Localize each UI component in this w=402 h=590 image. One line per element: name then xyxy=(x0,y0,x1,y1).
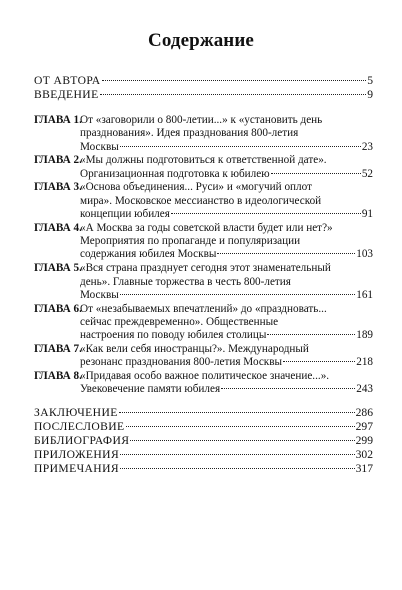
dot-leader xyxy=(221,388,355,389)
toc-entry-label: ВВЕДЕНИЕ xyxy=(34,88,99,101)
chapter-title-line xyxy=(80,329,373,342)
chapter-title-text: «Как вели себя иностранцы?». Международный xyxy=(80,343,309,356)
toc-entry-label: ПРИМЕЧАНИЯ xyxy=(34,462,119,475)
toc-entry-label: ОТ АВТОРА xyxy=(34,74,101,87)
toc-entry-label: ПРИЛОЖЕНИЯ xyxy=(34,448,120,461)
dot-leader xyxy=(102,80,367,81)
chapter-number: ГЛАВА 8. xyxy=(34,370,82,383)
chapter-title-text: Москвы xyxy=(80,288,119,301)
toc-entry xyxy=(34,462,373,476)
dot-leader xyxy=(120,146,361,147)
dot-leader xyxy=(271,173,361,174)
chapter-title-line xyxy=(80,276,373,289)
toc-entry xyxy=(34,74,373,88)
chapter-title-text: «Основа объединения... Руси» и «могучий оплот xyxy=(80,181,312,194)
chapter-title-text: сейчас преждевременно». Общественные xyxy=(80,315,279,328)
chapter-title-text: «Мы должны подготовиться к ответственной дате». xyxy=(80,154,327,167)
chapter-title-line xyxy=(80,383,373,396)
back-matter-list xyxy=(34,406,373,476)
chapter-title-text: Москвы xyxy=(80,140,119,153)
chapter-title-text: Увековечение памяти юбилея xyxy=(80,383,221,396)
chapter-title-text: день». Главные торжества в честь 800-летия xyxy=(80,275,291,288)
chapter-title-line xyxy=(80,262,373,275)
chapter-number: ГЛАВА 4. xyxy=(34,221,82,234)
chapter-title-line xyxy=(80,303,373,316)
chapter-title-text: резонанс празднования 800-летия Москвы xyxy=(80,356,283,369)
chapter-title-line xyxy=(80,154,373,167)
toc-entry xyxy=(34,420,373,434)
chapter-page: 218 xyxy=(356,356,373,369)
dot-leader xyxy=(126,426,355,427)
chapter-title-line xyxy=(80,356,373,369)
chapter-number: ГЛАВА 7. xyxy=(34,343,82,356)
chapter-page: 243 xyxy=(356,383,373,396)
chapter-title-text: мира». Московское мессианство в идеологической xyxy=(80,194,322,207)
toc-entry-page: 297 xyxy=(355,420,373,433)
dot-leader xyxy=(100,94,367,95)
chapter-entry xyxy=(34,303,373,343)
toc-entry-label: БИБЛИОГРАФИЯ xyxy=(34,434,130,447)
chapter-title-text: содержания юбилея Москвы xyxy=(80,248,217,261)
chapter-title-line xyxy=(80,235,373,248)
chapter-title-line xyxy=(80,141,373,154)
chapter-number: ГЛАВА 3. xyxy=(34,181,82,194)
chapter-title-text: От «незабываемых впечатлений» до «праздновать... xyxy=(80,302,327,315)
toc-entry xyxy=(34,434,373,448)
chapter-page: 189 xyxy=(356,329,373,342)
chapter-title-line xyxy=(80,248,373,261)
chapter-entry xyxy=(34,222,373,262)
chapter-entry xyxy=(34,343,373,370)
chapter-title-line xyxy=(80,195,373,208)
chapter-entry xyxy=(34,262,373,302)
chapter-title-line xyxy=(80,222,373,235)
chapter-title-line xyxy=(80,168,373,181)
chapter-title-text: настроения по поводу юбилея столицы xyxy=(80,329,267,342)
chapter-page: 91 xyxy=(361,208,373,221)
toc-entry-page: 299 xyxy=(355,434,373,447)
chapter-number: ГЛАВА 6. xyxy=(34,302,82,315)
chapter-number: ГЛАВА 5. xyxy=(34,262,82,275)
chapter-title-line xyxy=(80,181,373,194)
chapter-entry xyxy=(34,114,373,154)
chapter-title-line xyxy=(80,316,373,329)
chapter-title-line xyxy=(80,370,373,383)
chapter-title-text: «А Москва за годы советской власти будет или нет?» xyxy=(80,221,333,234)
chapter-number: ГЛАВА 2. xyxy=(34,154,82,167)
toc-entry-page: 286 xyxy=(355,406,373,419)
toc-entry-page: 5 xyxy=(367,74,373,87)
chapter-page: 23 xyxy=(361,140,373,153)
chapter-title-text: «Придавая особо важное политическое значение...». xyxy=(80,370,330,383)
toc-entry-page: 317 xyxy=(355,462,373,475)
dot-leader xyxy=(130,440,354,441)
chapter-number: ГЛАВА 1. xyxy=(34,114,82,126)
chapter-entry xyxy=(34,181,373,221)
front-matter-list xyxy=(34,74,373,102)
toc-entry xyxy=(34,448,373,462)
dot-leader xyxy=(120,468,355,469)
dot-leader xyxy=(217,253,355,254)
chapter-title-line xyxy=(80,114,373,127)
chapters-list xyxy=(34,114,373,397)
chapter-title-line xyxy=(80,208,373,221)
dot-leader xyxy=(120,294,355,295)
toc-entry xyxy=(34,88,373,102)
chapter-title-text: празднования». Идея празднования 800-летия xyxy=(80,127,299,140)
chapter-title-text: Мероприятия по пропаганде и популяризации xyxy=(80,235,301,248)
chapter-title-line xyxy=(80,343,373,356)
dot-leader xyxy=(119,412,355,413)
dot-leader xyxy=(267,334,355,335)
toc-entry-label: ПОСЛЕСЛОВИЕ xyxy=(34,420,125,433)
chapter-title-text: концепции юбилея xyxy=(80,208,170,221)
chapter-entry xyxy=(34,370,373,397)
chapter-page: 161 xyxy=(356,288,373,301)
chapter-title-text: От «заговорили о 800-летии...» к «установить день xyxy=(80,114,323,126)
page-title: Содержание xyxy=(148,30,254,51)
chapter-title-text: «Вся страна празднует сегодня этот знаменательный xyxy=(80,262,331,275)
dot-leader xyxy=(120,454,355,455)
chapter-page: 103 xyxy=(356,248,373,261)
chapter-page: 52 xyxy=(361,167,373,180)
chapter-title-line xyxy=(80,289,373,302)
toc-entry-page: 302 xyxy=(355,448,373,461)
toc-entry-label: ЗАКЛЮЧЕНИЕ xyxy=(34,406,118,419)
dot-leader xyxy=(171,213,361,214)
chapter-entry xyxy=(34,154,373,181)
chapter-title-line xyxy=(80,127,373,140)
dot-leader xyxy=(283,361,355,362)
toc-entry-page: 9 xyxy=(367,88,373,101)
toc-entry xyxy=(34,406,373,420)
chapter-title-text: Организационная подготовка к юбилею xyxy=(80,167,270,180)
